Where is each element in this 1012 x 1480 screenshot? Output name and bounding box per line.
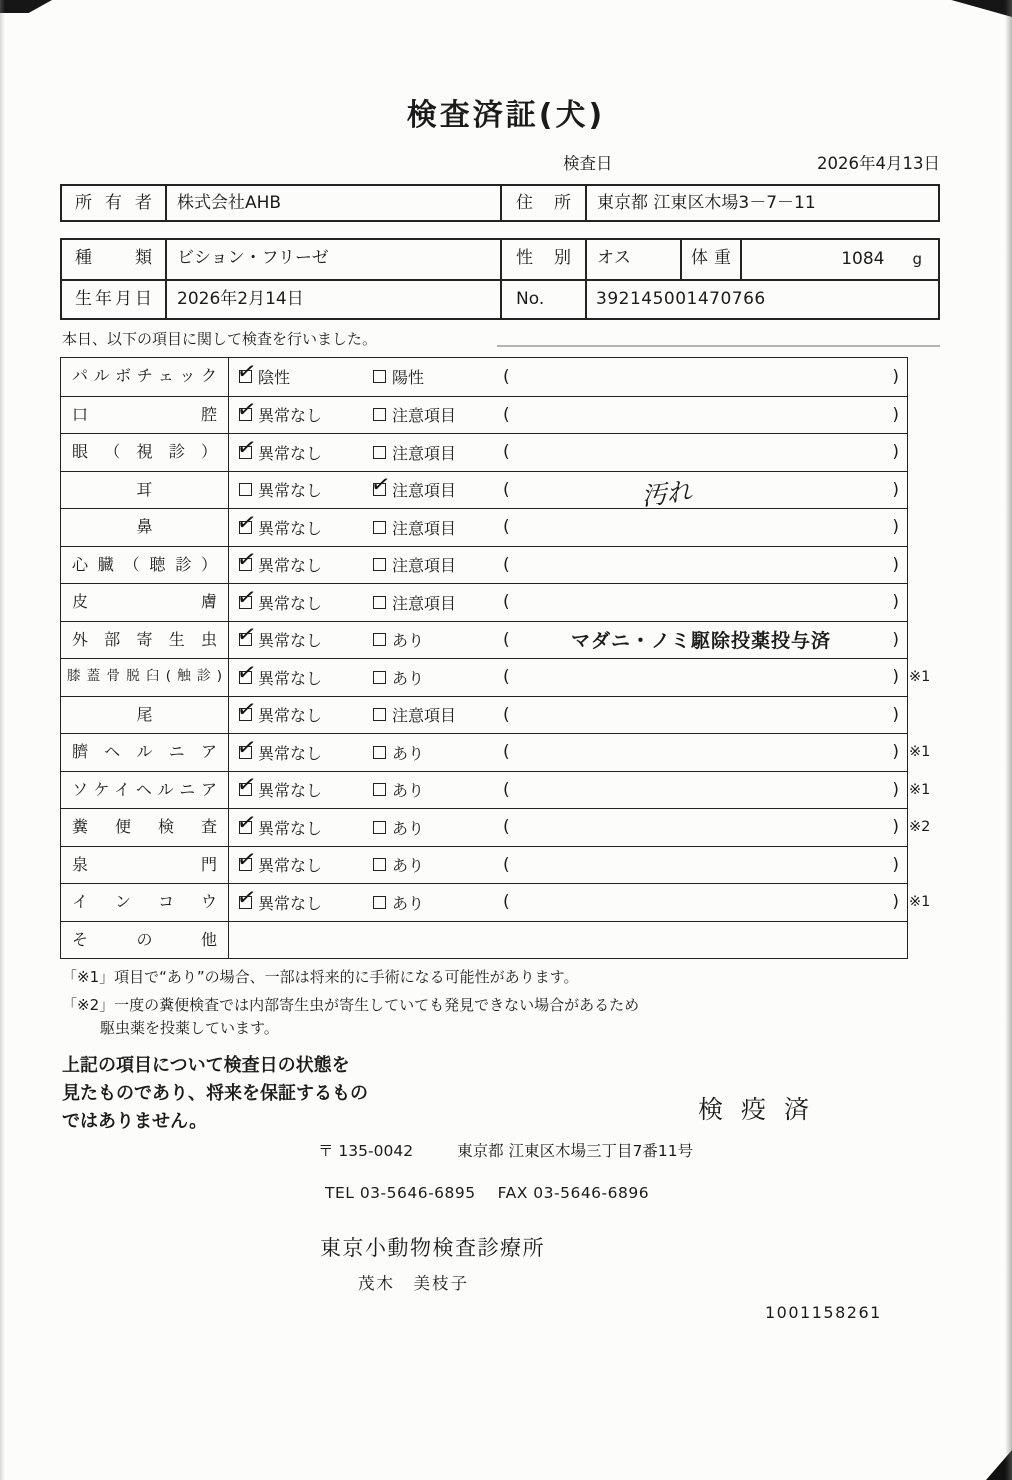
checkbox-icon [239, 483, 252, 496]
checkbox-icon [239, 746, 252, 759]
address-label: 住所 [500, 186, 585, 220]
quarantine-stamp: 検疫済 [698, 1095, 828, 1124]
checkbox-icon [373, 408, 386, 421]
option-2 [363, 809, 495, 846]
note-field [495, 697, 907, 734]
footnote-mark [909, 847, 945, 884]
item-name: 口腔 [61, 397, 229, 434]
sex-value: オス [585, 240, 680, 279]
checkbox-icon [239, 633, 252, 646]
clinic-address-row [318, 1139, 693, 1161]
note-field [495, 922, 907, 959]
intro-text: 本日、以下の項目に関して検査を行いました。 [62, 330, 378, 348]
option-2 [363, 697, 495, 734]
disclaimer-line3: ではありません。 [62, 1111, 208, 1132]
item-name: パルボチェック [61, 358, 229, 396]
checkbox-icon [239, 521, 252, 534]
option-1-label: 異常なし [258, 856, 323, 876]
weight-value: 1084 [841, 249, 885, 269]
option-2-label: 注意項目 [392, 481, 457, 501]
checkbox-icon [373, 370, 386, 383]
open-paren: ( [503, 629, 510, 650]
no-label: No. [500, 281, 585, 318]
footnote-mark [909, 547, 945, 584]
option-1 [229, 472, 363, 509]
option-2 [363, 659, 495, 696]
item-name: 皮膚 [61, 584, 229, 621]
footnote-mark [909, 472, 945, 509]
inspection-date-value: 2026年4月13日 [817, 154, 940, 173]
disclaimer-line1: 上記の項目について検査日の状態を [62, 1055, 350, 1076]
footnote-mark: ※1 [909, 669, 931, 686]
open-paren: ( [503, 366, 510, 387]
option-1 [229, 659, 363, 696]
clinic-address: 東京都 江東区木場三丁目7番11号 [457, 1142, 694, 1160]
option-1 [229, 734, 363, 771]
checkbox-icon [373, 446, 386, 459]
close-paren: ) [892, 742, 899, 763]
option-1 [229, 509, 363, 546]
item-name: 泉門 [61, 847, 229, 884]
open-paren: ( [503, 892, 510, 913]
scan-artifact-top-right [938, 0, 1012, 17]
owner-label: 所有者 [75, 193, 152, 213]
option-2 [363, 847, 495, 884]
close-paren: ) [892, 667, 899, 688]
table-row [61, 883, 931, 921]
table-row [61, 771, 931, 809]
checkbox-icon [239, 446, 252, 459]
option-2 [363, 622, 495, 659]
note-field [495, 847, 907, 884]
table-row [61, 471, 907, 509]
note-field [495, 622, 907, 659]
option-1-label: 異常なし [258, 406, 323, 426]
option-1 [229, 847, 363, 884]
weight-unit: g [912, 250, 922, 268]
option-2-label: あり [392, 743, 425, 763]
open-paren: ( [503, 742, 510, 763]
item-name: 耳 [61, 472, 229, 509]
clinic-name: 東京小動物検査診療所 [320, 1236, 545, 1260]
option-2 [363, 358, 495, 396]
pet-info-table [60, 238, 940, 320]
option-2-label: あり [392, 668, 425, 688]
footnote-mark: ※1 [909, 781, 931, 798]
page-title: 検査済証(犬) [406, 98, 606, 133]
table-row [61, 583, 907, 621]
breed-label: 種類 [75, 248, 152, 268]
option-1 [229, 584, 363, 621]
scan-edge-left [0, 0, 5, 1480]
close-paren: ) [892, 517, 899, 538]
table-row [61, 846, 907, 884]
close-paren: ) [892, 442, 899, 463]
item-name: 鼻 [61, 509, 229, 546]
option-1 [229, 772, 363, 809]
footnote-mark [909, 584, 945, 621]
note-field [495, 509, 907, 546]
checkbox-icon [239, 896, 252, 909]
item-name: 外部寄生虫 [61, 622, 229, 659]
item-name: ソケイヘルニア [61, 772, 229, 809]
option-1-label: 異常なし [258, 631, 323, 651]
option-2-label: 注意項目 [392, 518, 457, 538]
footnote-2-line2: 駆虫薬を投薬しています。 [100, 1019, 279, 1037]
note-field [495, 358, 907, 396]
table-row [61, 358, 907, 396]
birth-value: 2026年2月14日 [165, 281, 500, 318]
note-field [495, 772, 907, 809]
checkbox-icon [239, 708, 252, 721]
footnote-mark [909, 509, 945, 546]
open-paren: ( [503, 517, 510, 538]
inspection-date-label: 検査日 [563, 154, 613, 173]
close-paren: ) [892, 779, 899, 800]
note-field [495, 659, 907, 696]
option-1-label: 陰性 [258, 368, 291, 388]
footnote-mark: ※1 [909, 894, 931, 911]
option-1-label: 異常なし [258, 743, 323, 763]
item-name: 心臓（聴診） [61, 547, 229, 584]
option-2 [363, 434, 495, 471]
weight-label: 体重 [680, 240, 740, 279]
no-value: 392145001470766 [585, 281, 938, 318]
note-text: 汚れ [639, 476, 693, 511]
close-paren: ) [892, 854, 899, 875]
breed-row [62, 240, 938, 279]
checkbox-icon [373, 483, 386, 496]
option-2-label: 陽性 [392, 368, 425, 388]
checkbox-icon [373, 896, 386, 909]
item-name: インコウ [61, 884, 229, 921]
option-1-label: 異常なし [258, 781, 323, 801]
inspection-date-row [563, 150, 940, 174]
option-1 [229, 547, 363, 584]
footnote-mark [909, 622, 945, 659]
open-paren: ( [503, 854, 510, 875]
checkbox-icon [373, 596, 386, 609]
table-row [61, 396, 907, 434]
option-2-label: 注意項目 [392, 593, 457, 613]
close-paren: ) [892, 629, 899, 650]
item-name: 膝蓋骨脱臼(触診) [61, 659, 229, 696]
checkbox-icon [239, 858, 252, 871]
option-2-label: 注意項目 [392, 556, 457, 576]
option-2 [363, 884, 495, 921]
open-paren: ( [503, 554, 510, 575]
open-paren: ( [503, 817, 510, 838]
option-2 [363, 509, 495, 546]
table-row [61, 921, 907, 959]
option-1-label: 異常なし [258, 518, 323, 538]
option-2-label: あり [392, 781, 425, 801]
checkbox-icon [373, 821, 386, 834]
item-name: 臍ヘルニア [61, 734, 229, 771]
disclaimer-line2: 見たものであり、将来を保証するもの [62, 1083, 368, 1104]
close-paren: ) [892, 592, 899, 613]
serial-number: 1001158261 [765, 1303, 882, 1322]
option-1 [229, 697, 363, 734]
table-row [61, 808, 931, 846]
checkbox-icon [373, 858, 386, 871]
checkbox-icon [373, 708, 386, 721]
footnote-mark [909, 434, 945, 471]
option-2-label: あり [392, 631, 425, 651]
checkbox-icon [373, 783, 386, 796]
checkbox-icon [373, 671, 386, 684]
note-field [495, 809, 907, 846]
scan-artifact-top-left [0, 0, 52, 13]
close-paren: ) [892, 479, 899, 500]
open-paren: ( [503, 667, 510, 688]
close-paren: ) [892, 554, 899, 575]
close-paren: ) [892, 404, 899, 425]
address-value: 東京都 江東区木場3－7－11 [585, 186, 938, 220]
close-paren: ) [892, 704, 899, 725]
checkbox-icon [239, 821, 252, 834]
footnote-1: 「※1」項目で“あり”の場合、一部は将来的に手術になる可能性があります。 [62, 968, 579, 986]
checkbox-icon [373, 521, 386, 534]
fax-number: FAX 03-5646-6896 [497, 1184, 650, 1202]
option-1-label: 異常なし [258, 893, 323, 913]
table-row [61, 696, 907, 734]
option-1 [229, 809, 363, 846]
breed-value: ビション・フリーゼ [165, 240, 500, 279]
checkbox-icon [239, 370, 252, 383]
option-2 [363, 584, 495, 621]
note-field [495, 397, 907, 434]
footnote-mark [909, 922, 945, 959]
table-row [61, 733, 931, 771]
close-paren: ) [892, 892, 899, 913]
note-field [495, 472, 907, 509]
sex-label: 性別 [500, 240, 585, 279]
note-text: マダニ・ノミ駆除投薬投与済 [570, 630, 831, 653]
checkbox-icon [373, 558, 386, 571]
table-row [61, 546, 907, 584]
open-paren: ( [503, 442, 510, 463]
option-1 [229, 358, 363, 396]
checkbox-icon [239, 558, 252, 571]
close-paren: ) [892, 817, 899, 838]
option-1-label: 異常なし [258, 443, 323, 463]
owner-value: 株式会社AHB [165, 186, 500, 220]
option-2 [363, 772, 495, 809]
option-2 [363, 397, 495, 434]
tel-number: TEL 03-5646-6895 [325, 1184, 476, 1202]
item-name: その他 [61, 922, 229, 959]
option-1-label: 異常なし [258, 706, 323, 726]
scan-artifact-line [497, 345, 940, 347]
table-row [61, 658, 931, 696]
note-field [495, 734, 907, 771]
option-1-label: 異常なし [258, 593, 323, 613]
option-1-label: 異常なし [258, 668, 323, 688]
footnote-mark: ※1 [909, 744, 931, 761]
option-1 [229, 884, 363, 921]
footnote-mark [909, 397, 945, 434]
close-paren: ) [892, 366, 899, 387]
postal-code: 〒 135-0042 [318, 1142, 414, 1160]
veterinarian-name: 茂木 美枝子 [358, 1274, 469, 1293]
option-1 [229, 397, 363, 434]
table-row [61, 621, 907, 659]
option-2-label: あり [392, 818, 425, 838]
weight-value-cell [740, 240, 938, 279]
item-name: 糞便検査 [61, 809, 229, 846]
checkbox-icon [373, 633, 386, 646]
open-paren: ( [503, 779, 510, 800]
option-2-label: 注意項目 [392, 706, 457, 726]
footnote-2-line1: 「※2」一度の糞便検査では内部寄生虫が寄生していても発見できない場合があるため [62, 996, 640, 1014]
open-paren: ( [503, 592, 510, 613]
option-1 [229, 434, 363, 471]
option-2 [363, 734, 495, 771]
checkbox-icon [239, 671, 252, 684]
note-field [495, 884, 907, 921]
clinic-phone-row [325, 1184, 649, 1202]
footnote-mark: ※2 [909, 819, 931, 836]
checkbox-icon [239, 596, 252, 609]
option-2-label: あり [392, 893, 425, 913]
open-paren: ( [503, 404, 510, 425]
option-2-label: 注意項目 [392, 406, 457, 426]
option-1-label: 異常なし [258, 556, 323, 576]
option-2-label: 注意項目 [392, 443, 457, 463]
inspection-table [60, 357, 931, 959]
note-field [495, 547, 907, 584]
option-2 [363, 547, 495, 584]
option-1-label: 異常なし [258, 481, 323, 501]
item-name: 眼（視診） [61, 434, 229, 471]
option-1-label: 異常なし [258, 818, 323, 838]
checkbox-icon [373, 746, 386, 759]
checkbox-icon [239, 783, 252, 796]
scan-edge-right [1005, 0, 1012, 1480]
item-name: 尾 [61, 697, 229, 734]
birth-label: 生年月日 [75, 289, 152, 309]
owner-table [60, 184, 940, 222]
open-paren: ( [503, 704, 510, 725]
option-1 [229, 622, 363, 659]
birth-row [62, 279, 938, 318]
open-paren: ( [503, 479, 510, 500]
disclaimer-statement [62, 1052, 368, 1136]
footnote-mark [909, 697, 945, 734]
checkbox-icon [239, 408, 252, 421]
note-field [495, 584, 907, 621]
footnote-mark [909, 358, 945, 396]
option-2-label: あり [392, 856, 425, 876]
table-row [61, 508, 907, 546]
